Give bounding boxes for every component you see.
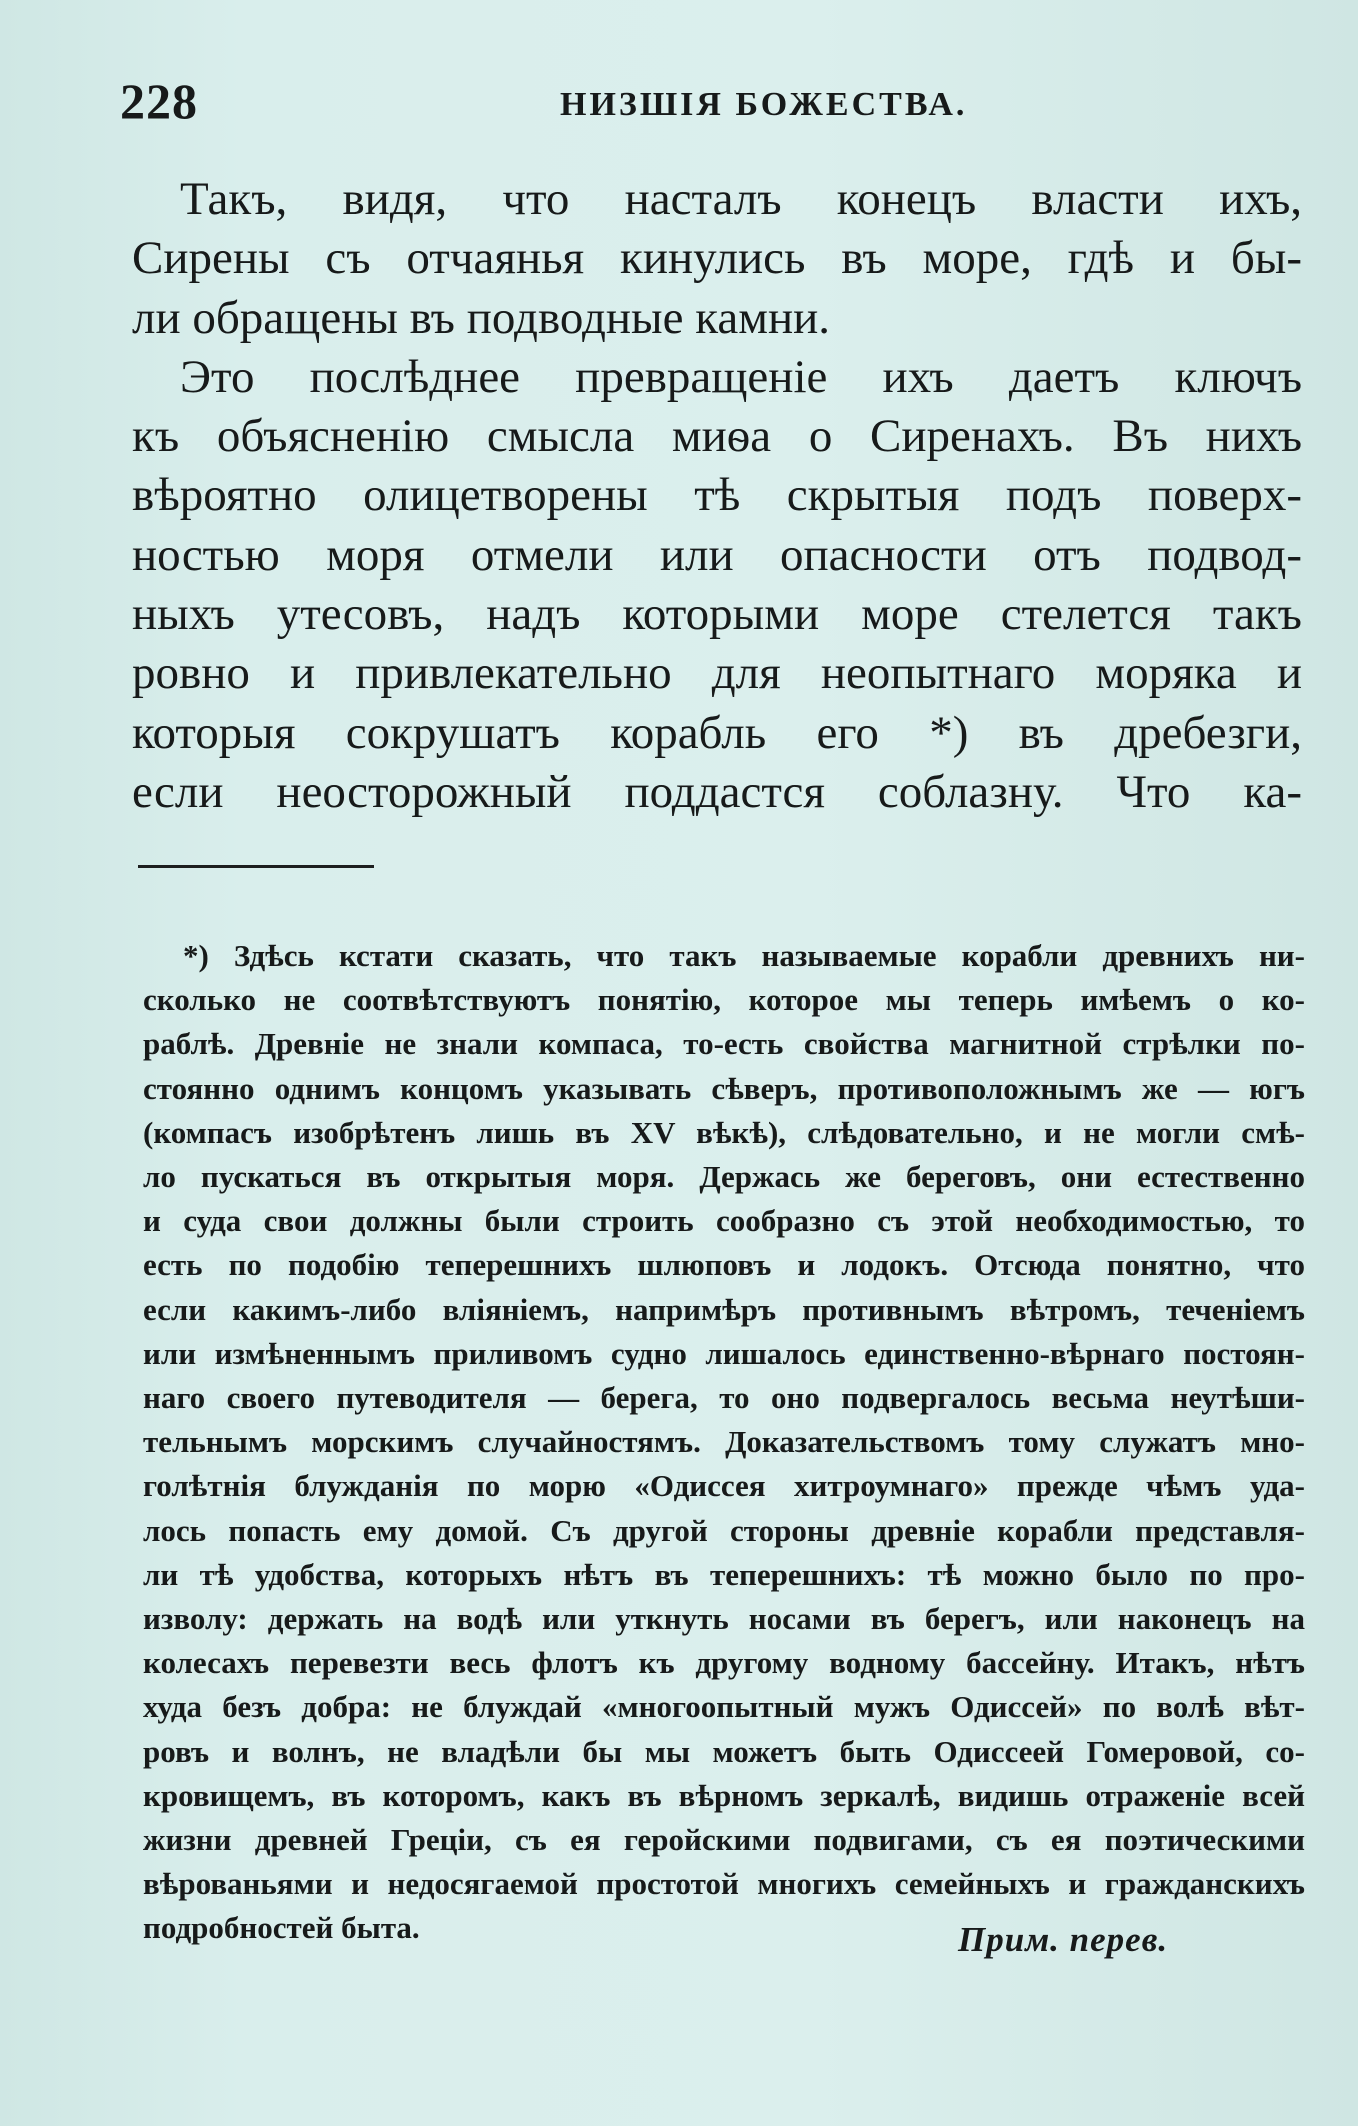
text-line: Это послѣднее превращеніе ихъ даетъ ключъ xyxy=(180,350,1302,403)
footnote-line: *) Здѣсь кстати сказать, что такъ называемые корабли древнихъ ни- xyxy=(183,938,1305,973)
text-line: вѣроятно олицетворены тѣ скрытыя подъ поверх- xyxy=(132,469,1302,522)
running-title: НИЗШІЯ БОЖЕСТВА. xyxy=(560,86,968,123)
footnote-signature: Прим. перев. xyxy=(958,1920,1169,1959)
text-line: ровно и привлекательно для неопытнаго моряка и xyxy=(132,647,1302,700)
footnote-line: если какимъ-либо вліяніемъ, напримѣръ противнымъ вѣтромъ, теченіемъ xyxy=(143,1291,1305,1327)
text-line: которыя сокрушатъ корабль его *) въ дребезги, xyxy=(132,706,1302,759)
footnote-line: вѣрованьями и недосягаемой простотой многихъ семейныхъ и гражданскихъ xyxy=(143,1866,1305,1902)
footnote-line: колесахъ перевезти весь флотъ къ другому водному бассейну. Итакъ, нѣтъ xyxy=(143,1645,1305,1681)
footnote-line: есть по подобію теперешнихъ шлюповъ и лодокъ. Отсюда понятно, что xyxy=(143,1247,1305,1283)
text-line: ли обращены въ подводные камни. xyxy=(132,291,831,344)
footnote-line: наго своего путеводителя — берега, то оно подвергалось весьма неутѣши- xyxy=(143,1380,1305,1416)
footnote-line: ровъ и волнъ, не владѣли бы мы можетъ быть Одиссеей Гомеровой, со- xyxy=(143,1733,1305,1769)
footnote-line: сколько не соотвѣтствуютъ понятію, которое мы теперь имѣемъ о ко- xyxy=(143,982,1305,1018)
text-line: Сирены съ отчаянья кинулись въ море, гдѣ и бы- xyxy=(132,232,1302,285)
text-line: ныхъ утесовъ, надъ которыми море стелется такъ xyxy=(132,588,1302,641)
footnote-line: ли тѣ удобства, которыхъ нѣтъ въ теперешнихъ: тѣ можно было по про- xyxy=(143,1556,1305,1592)
footnote-line: тельнымъ морскимъ случайностямъ. Доказательствомъ тому служатъ мно- xyxy=(143,1424,1305,1460)
text-line: Такъ, видя, что насталъ конецъ власти ихъ, xyxy=(180,173,1302,225)
footnote-line: голѣтнія блужданія по морю «Одиссея хитроумнаго» прежде чѣмъ уда- xyxy=(143,1468,1305,1504)
footnote-line: подробностей быта. xyxy=(143,1910,420,1946)
footnote-line: изволу: держать на водѣ или уткнуть носами въ берегъ, или наконецъ на xyxy=(143,1601,1305,1637)
text-line: если неосторожный поддастся соблазну. Что ка- xyxy=(132,765,1302,818)
footnote-rule xyxy=(138,865,374,868)
footnote-line: лось попасть ему домой. Съ другой стороны древніе корабли представля- xyxy=(143,1512,1305,1548)
footnote-line: и суда свои должны были строить сообразно съ этой необходимостью, то xyxy=(143,1203,1305,1239)
footnote-line: кровищемъ, въ которомъ, какъ въ вѣрномъ зеркалѣ, видишь отраженіе всей xyxy=(143,1777,1305,1813)
footnote-line: худа безъ добра: не блуждай «многоопытный мужъ Одиссей» по волѣ вѣт- xyxy=(143,1689,1305,1725)
footnote-line: раблѣ. Древніе не знали компаса, то-есть свойства магнитной стрѣлки по- xyxy=(143,1026,1305,1062)
footnote-line: жизни древней Греціи, съ ея геройскими подвигами, съ ея поэтическими xyxy=(143,1822,1305,1858)
footnote-line: стоянно однимъ концомъ указывать сѣверъ, противоположнымъ же — югъ xyxy=(143,1070,1305,1106)
footnote xyxy=(143,934,1305,1951)
footnote-line: или измѣненнымъ приливомъ судно лишалось единственно-вѣрнаго постоян- xyxy=(143,1335,1305,1371)
footnote-line: (компасъ изобрѣтенъ лишь въ XV вѣкѣ), слѣдовательно, и не могли смѣ- xyxy=(143,1114,1305,1150)
running-head xyxy=(120,72,1310,132)
main-text xyxy=(132,170,1302,822)
text-line: ностью моря отмели или опасности отъ подвод- xyxy=(132,528,1302,581)
page-number: 228 xyxy=(120,73,198,129)
footnote-line: ло пускаться въ открытыя моря. Держась же береговъ, они естественно xyxy=(143,1159,1305,1195)
text-line: къ объясненію смысла миѳа о Сиренахъ. Въ нихъ xyxy=(132,410,1302,463)
